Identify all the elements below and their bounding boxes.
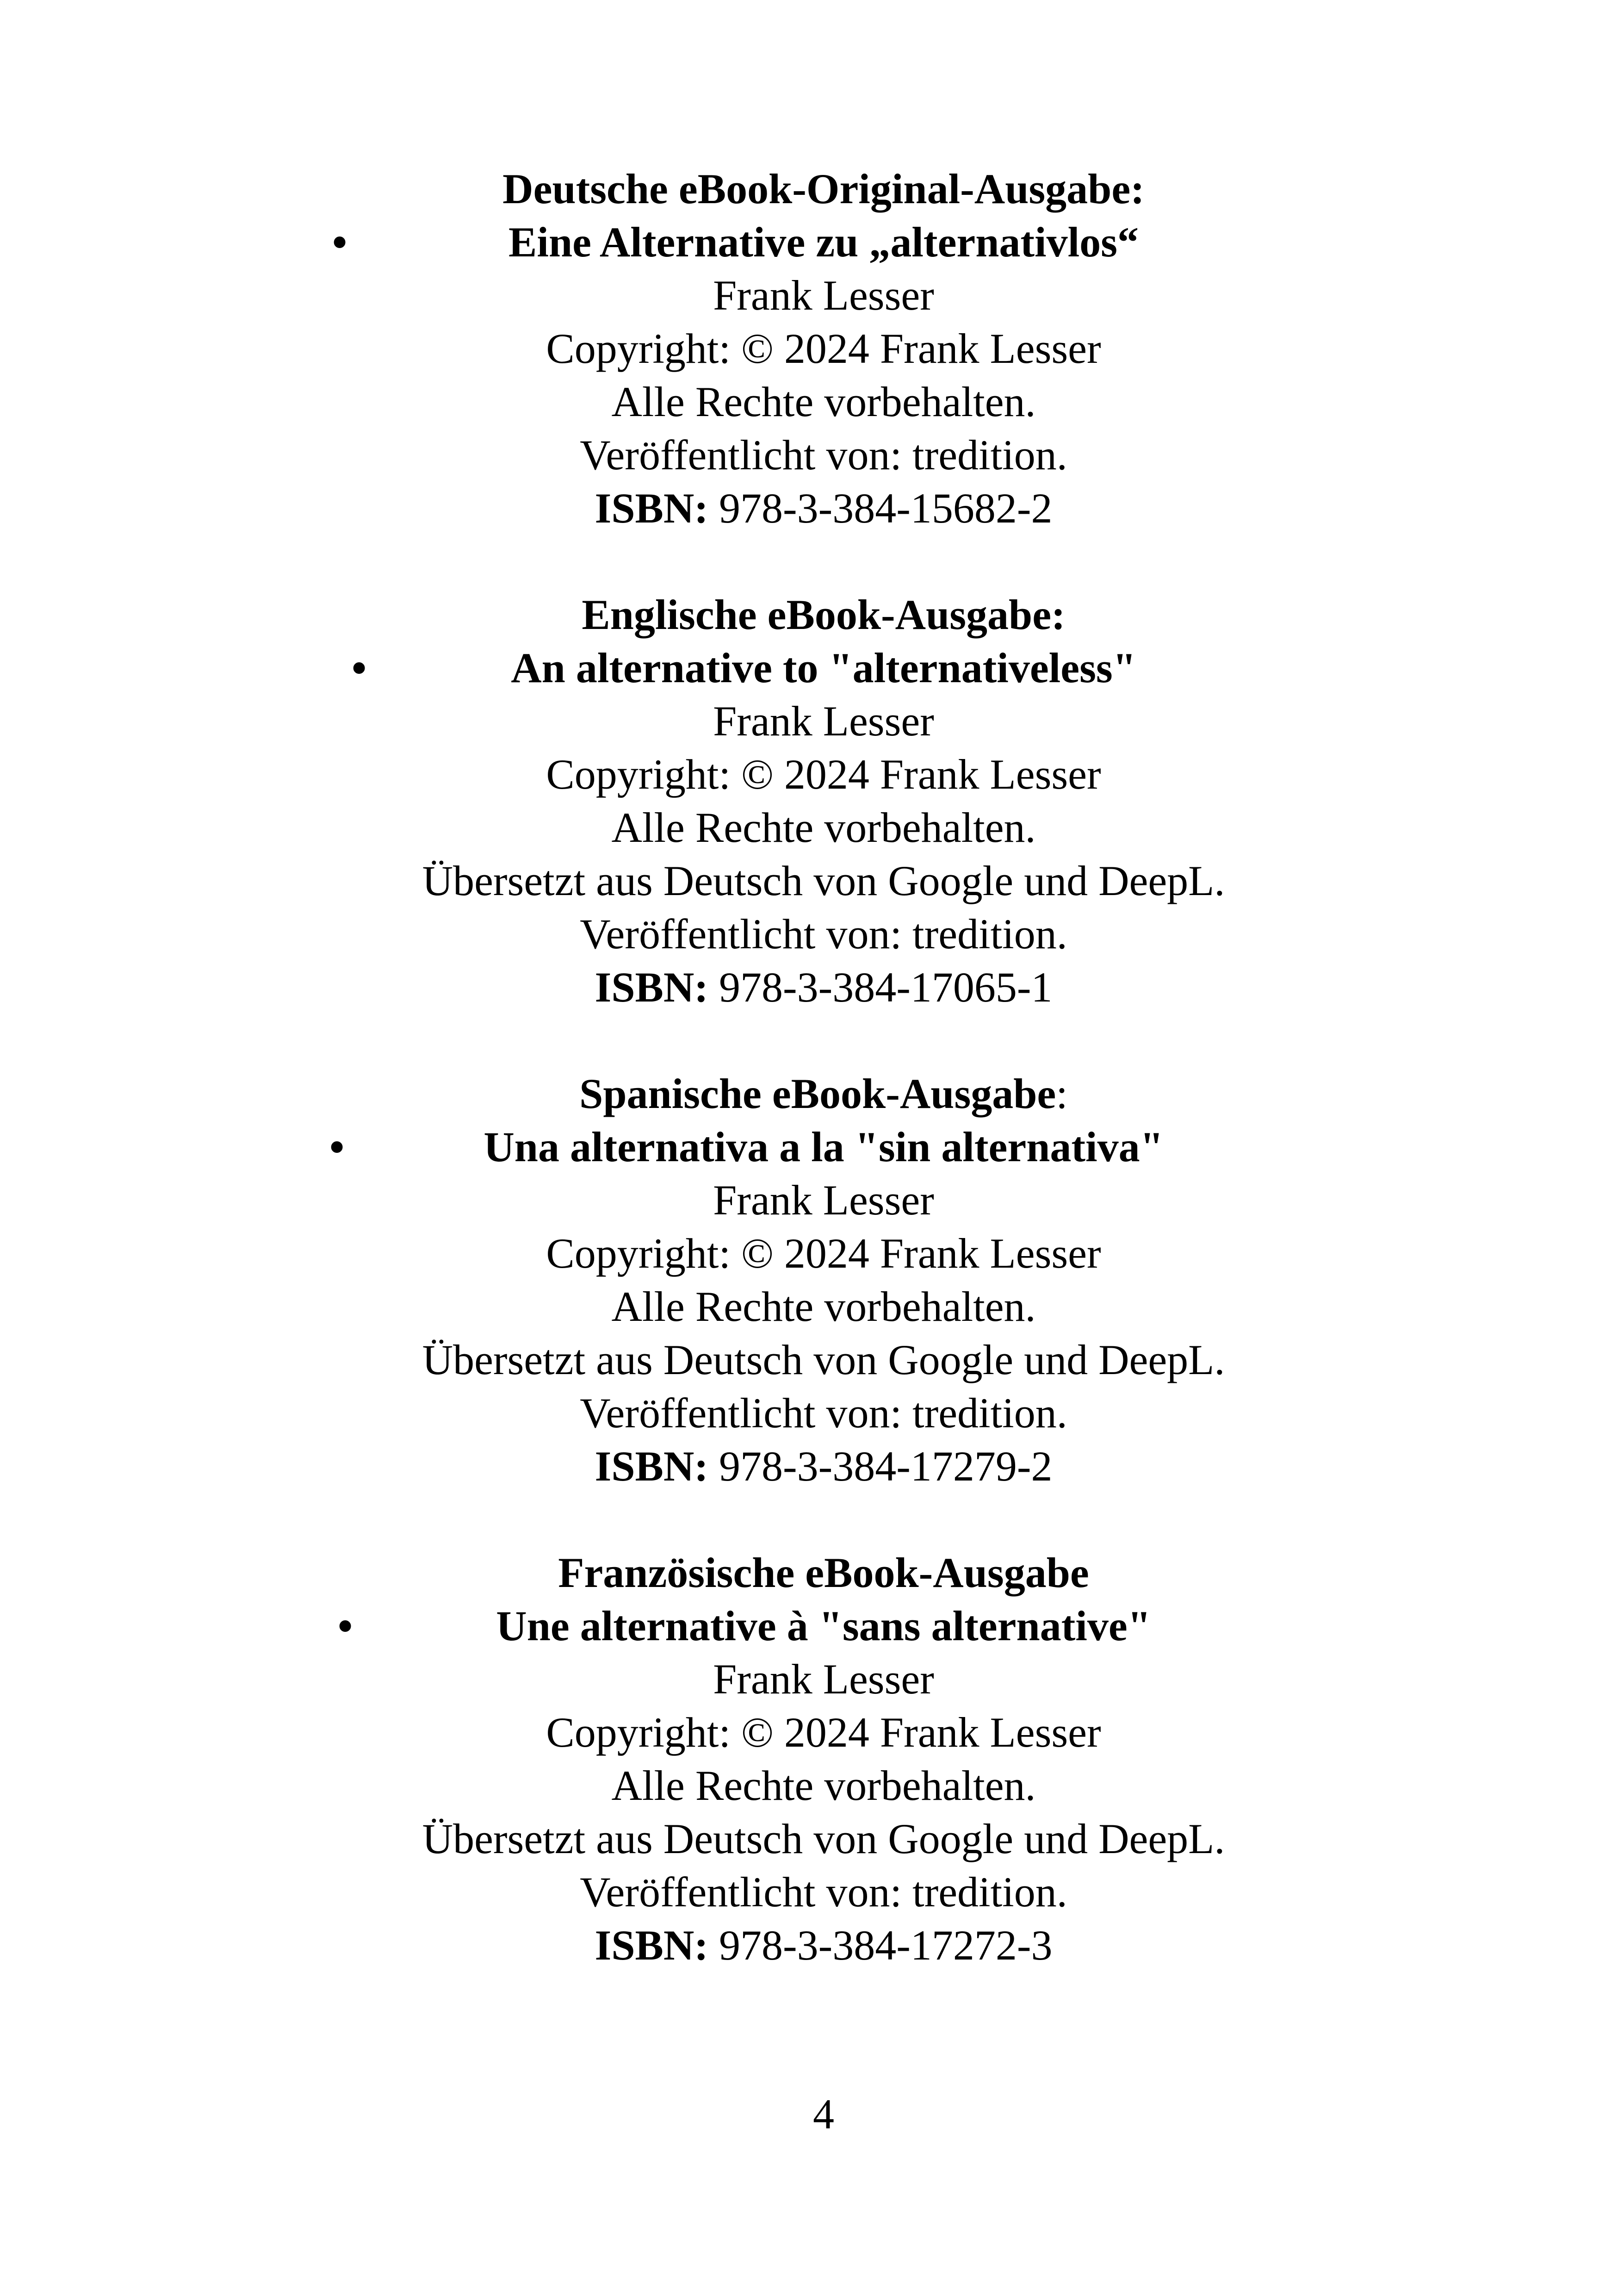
translation-line: Übersetzt aus Deutsch von Google und DeepL.	[422, 857, 1225, 904]
isbn-label: ISBN:	[595, 1922, 708, 1969]
copyright-line: Copyright: © 2024 Frank Lesser	[546, 1709, 1101, 1756]
isbn-label: ISBN:	[595, 1443, 708, 1490]
author-line: Frank Lesser	[713, 697, 934, 745]
edition-title: An alternative to "alternativeless"	[511, 644, 1136, 691]
isbn-line	[0, 1918, 1618, 1972]
bullet-icon: •	[332, 218, 347, 266]
isbn-value: 978-3-384-15682-2	[719, 485, 1053, 532]
bullet-icon: •	[352, 644, 367, 691]
bullet-icon: •	[338, 1602, 353, 1649]
publisher-line: Veröffentlicht von: tredition.	[580, 1389, 1067, 1437]
edition-heading-suffix: :	[1056, 1070, 1068, 1117]
publisher-line: Veröffentlicht von: tredition.	[580, 1868, 1067, 1916]
isbn-line	[0, 481, 1618, 535]
isbn-label: ISBN:	[595, 485, 708, 532]
isbn-label: ISBN:	[595, 964, 708, 1011]
rights-line: Alle Rechte vorbehalten.	[611, 378, 1036, 425]
author-line: Frank Lesser	[713, 1655, 934, 1703]
copyright-line: Copyright: © 2024 Frank Lesser	[546, 751, 1101, 798]
isbn-value: 978-3-384-17279-2	[719, 1443, 1053, 1490]
edition-title: Una alternativa a la "sin alternativa"	[484, 1123, 1164, 1170]
isbn-value: 978-3-384-17272-3	[719, 1922, 1053, 1969]
publisher-line: Veröffentlicht von: tredition.	[580, 431, 1067, 479]
copyright-line: Copyright: © 2024 Frank Lesser	[546, 1230, 1101, 1277]
translation-line: Übersetzt aus Deutsch von Google und DeepL.	[422, 1336, 1225, 1383]
author-line: Frank Lesser	[713, 272, 934, 319]
rights-line: Alle Rechte vorbehalten.	[611, 804, 1036, 851]
edition-title: Une alternative à "sans alternative"	[496, 1602, 1151, 1649]
edition-heading: Französische eBook-Ausgabe	[558, 1549, 1089, 1596]
copyright-line: Copyright: © 2024 Frank Lesser	[546, 325, 1101, 372]
edition-heading: Deutsche eBook-Original-Ausgabe:	[502, 165, 1145, 212]
isbn-line	[0, 960, 1618, 1014]
edition-heading: Englische eBook-Ausgabe:	[582, 591, 1066, 638]
rights-line: Alle Rechte vorbehalten.	[611, 1283, 1036, 1330]
isbn-value: 978-3-384-17065-1	[719, 964, 1053, 1011]
page-number: 4	[813, 2091, 834, 2138]
edition-heading-text: Spanische eBook-Ausgabe	[579, 1070, 1056, 1117]
rights-line: Alle Rechte vorbehalten.	[611, 1762, 1036, 1809]
edition-heading	[0, 1067, 1618, 1120]
author-line: Frank Lesser	[713, 1176, 934, 1224]
edition-title: Eine Alternative zu „alternativlos“	[508, 218, 1139, 266]
translation-line: Übersetzt aus Deutsch von Google und DeepL.	[422, 1815, 1225, 1862]
isbn-line	[0, 1439, 1618, 1493]
publisher-line: Veröffentlicht von: tredition.	[580, 910, 1067, 958]
bullet-icon: •	[329, 1123, 345, 1170]
